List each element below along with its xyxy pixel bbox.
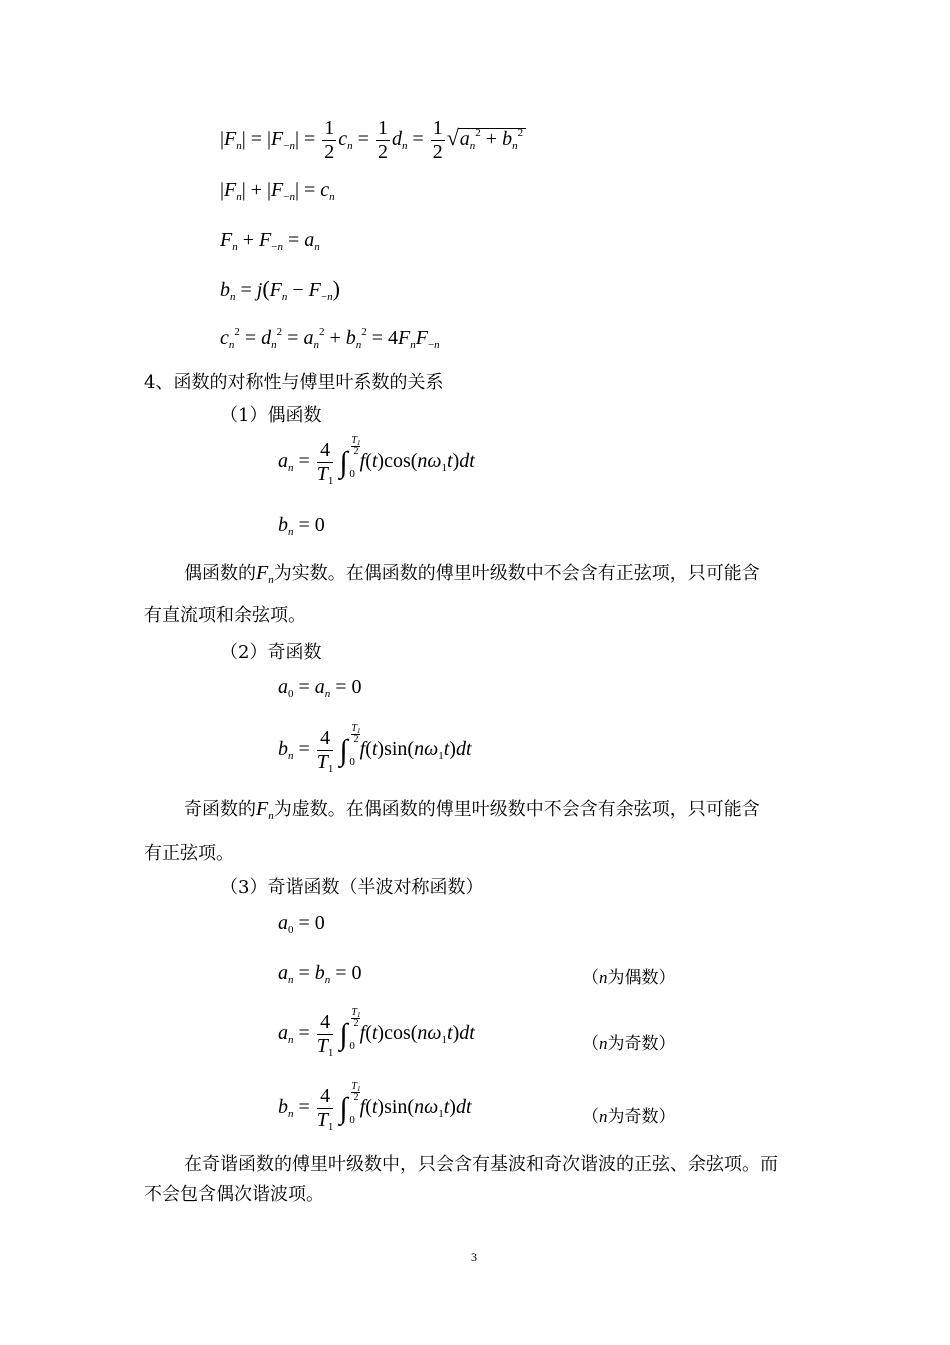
equation-even-an: $a_n$ = $\frac{4}{T_1}$ ∫ $T_1$ 2 0 $f(t)\cos(n\omega_1t)dt$	[278, 434, 475, 487]
paragraph-halfwave-line1: 在奇谐函数的傅里叶级数中，只会含有基波和奇次谐波的正弦、余弦项。而	[184, 1154, 778, 1175]
equation-halfwave-an: $a_n$ = $\frac{4}{T_1}$ ∫ $T_1$ 2 0 $f(t)\cos(n\omega_1t)dt$	[278, 1006, 475, 1059]
paragraph-odd-line1: 奇函数的$F_n$为虚数。在偶函数的傅里叶级数中不会含有余弦项，只可能含	[184, 798, 760, 822]
paragraph-odd-pre: 奇函数的	[184, 799, 256, 820]
page-number: 3	[471, 1250, 477, 1264]
case-odd-label: （2）奇函数	[220, 642, 322, 663]
note-n-even: （n为偶数）	[582, 968, 676, 988]
equation-an-sum: $F_n + F_{-n} = a_n$	[220, 229, 320, 253]
note-n-odd-an: （n为奇数）	[582, 1034, 676, 1054]
paragraph-even-line2: 有直流项和余弦项。	[144, 605, 306, 626]
equation-halfwave-bn: $b_n$ = $\frac{4}{T_1}$ ∫ $T_1$ 2 0 $f(t)\sin(n\omega_1t)dt$	[278, 1080, 472, 1133]
paragraph-even-line1: 偶函数的$F_n$为实数。在偶函数的傅里叶级数中不会含有正弦项，只可能含	[184, 562, 760, 586]
equation-odd-bn: $b_n$ = $\frac{4}{T_1}$ ∫ $T_1$ 2 0 $f(t)\sin(n\omega_1t)dt$	[278, 722, 472, 775]
paragraph-odd-line2: 有正弦项。	[144, 843, 234, 864]
equation-power-relation: $c_n^2 = d_n^2 = a_n^2 + b_n^2 = 4F_nF_{-n}$	[220, 326, 440, 351]
section-heading: 4、函数的对称性与傅里叶系数的关系	[144, 372, 444, 393]
paragraph-halfwave-line2: 不会包含偶次谐波项。	[144, 1184, 324, 1205]
case-halfwave-label: （3）奇谐函数（半波对称函数）	[220, 877, 484, 898]
paragraph-even-post: 为实数。在偶函数的傅里叶级数中不会含有正弦项，只可能含	[273, 563, 760, 584]
equation-even-bn: $b_n = 0$	[278, 514, 325, 538]
case-even-label: （1）偶函数	[220, 405, 322, 426]
paragraph-odd-post: 为虚数。在偶函数的傅里叶级数中不会含有余弦项，只可能含	[273, 799, 760, 820]
equation-halfwave-a0: $a_0 = 0$	[278, 912, 325, 936]
equation-magnitude-relation: $|F_n| = |F_{-n}|$ = $\frac{1}{2}$ $c_n$ = $\frac{1}{2}$ $d_n$ = $\frac{1}{2}$ $√a_n^2 + b_n^2$	[220, 118, 526, 163]
paragraph-even-pre: 偶函数的	[184, 563, 256, 584]
equation-halfwave-an-bn-zero: $a_n = b_n = 0$	[278, 962, 362, 986]
note-n-odd-bn: （n为奇数）	[582, 1107, 676, 1127]
equation-magnitude-sum: $|F_n| + |F_{-n}| = c_n$	[220, 179, 335, 203]
equation-bn-difference: $b_n = j(F_n - F_{-n})$	[220, 276, 340, 303]
equation-odd-a0-an: $a_0 = a_n = 0$	[278, 676, 362, 700]
